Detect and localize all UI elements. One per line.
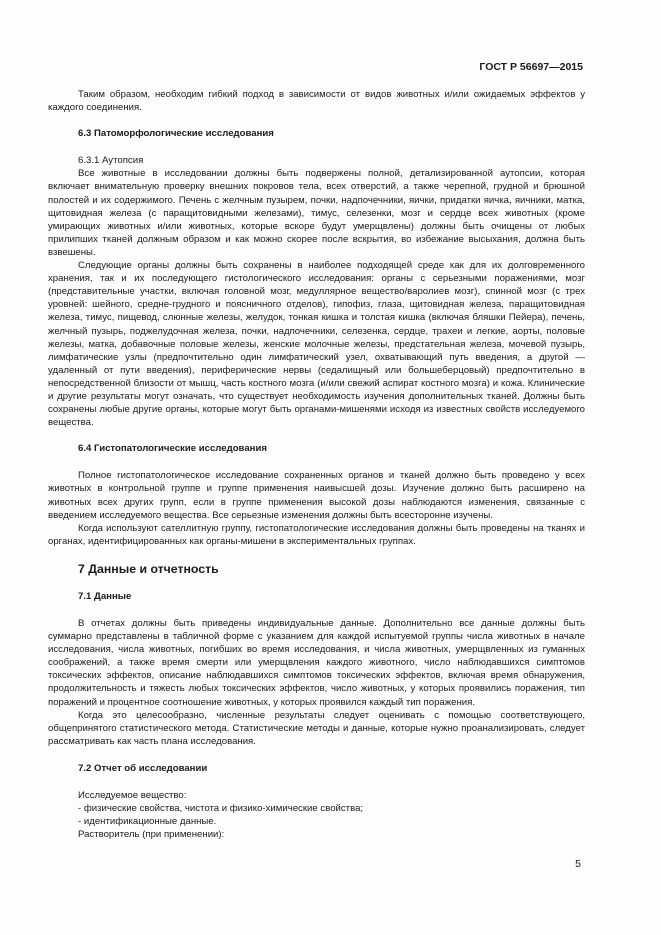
paragraph: Полное гистопатологическое исследование сохраненных органов и тканей должно быть проведено у всех животных в контрольной группе и группе применения наивысшей дозы. Изучение должно быть расширено на животных всех других групп, если в группе применения высокой дозы наблюдаются изменения, связанные с введением исследуемого вещества. Все серьезные изменения должны быть всесторонне изучены. (48, 470, 585, 521)
chapter-heading-7: 7 Данные и отчетность (78, 561, 219, 576)
list-intro: Растворитель (при применении): (78, 829, 225, 841)
section-heading-7-1: 7.1 Данные (78, 590, 132, 602)
page-number: 5 (575, 858, 581, 870)
list-item: - физические свойства, чистота и физико-химические свойства; (78, 803, 364, 815)
paragraph: Когда используют сателлитную группу, гистопатологические исследования должны быть проведены на тканях и органах, идентифицированных как органы-мишени в экспериментальных группах. (48, 522, 585, 547)
subsection-heading-6-3-1: 6.3.1 Аутопсия (78, 155, 144, 167)
list-item: - идентификационные данные. (78, 816, 217, 828)
standard-code: ГОСТ Р 56697—2015 (479, 61, 583, 73)
paragraph: Все животные в исследовании должны быть подвержены полной, детализированной аутопсии, которая включает внимательную проверку внешних покровов тела, всех отверстий, а также черепной, грудной и брюшной полостей и их содержимого. Печень с желчным пузырем, почки, надпочечники, яички, придатки яичка, яичники, матка, щитовидная железа (с паращитовидными железами), тимус, селезенки, мозг и сердце всех животных (кроме умирающих животных и/или животных, которые вскоре будут умерщвлены) должны быть очищены от любых прилипших тканей должным образом и как можно скорее после вскрытия, во избежание высыхания, должна быть взвешены. (48, 168, 585, 258)
page-content (48, 88, 585, 841)
paragraph: Следующие органы должны быть сохранены в наиболее подходящей среде как для их долговременного хранения, так и их последующего гистологического исследования: органы с серьезными поражениями, мозг (представительные участки, включая головной мозг, медуллярное вещество/варолиев мозг), спинной мозг (с трех уровней: шейного, средне-грудного и поясничного отделов), гипофиз, глаза, щитовидная железа, паращитовидная железа, тимус, пищевод, слюнные железы, желудок, тонкая кишка и толстая кишка (включая бляшки Пейера), печень, желчный пузырь, поджелудочная железа, почки, надпочечники, селезенка, сердце, трахеи и легкие, аорты, половые железы, матка, добавочные половые железы, женские молочные железы, предстательная железа, мочевой пузырь, лимфатические узлы (предпочтительно один лимфатический узел, охватывающий путь введения, а другой — удаленный от пути введения), периферические нервы (седалищный или большеберцовый) предпочтительно в непосредственной близости от мышц, часть костного мозга (и/или свежий аспират костного мозга) и кожа. Клинические и другие результаты могут означать, что существует необходимость изучения дополнительных тканей. Должны быть сохранены любые другие органы, которые могут быть органами-мишенями исходя из известных свойств исследуемого вещества. (48, 260, 585, 429)
list-intro: Исследуемое вещество: (78, 790, 187, 802)
paragraph: В отчетах должны быть приведены индивидуальные данные. Дополнительно все данные должны быть суммарно представлены в табличной форме с указанием для каждой испытуемой группы числа животных в начале исследования, числа животных, погибших во время исследования, и числа животных, умерщвленных из гуманных соображений, а также время смерти или умерщвления каждого животного, число наблюдавшихся симптомов токсических эффектов, описание наблюдавшихся симптомов токсических эффектов, включая время обнаружения, продолжительность и тяжесть любых токсических эффектов, число животных, у которых проявились поражения, тип поражений и процентное соотношение животных, у которых проявился каждый тип поражения. (48, 618, 585, 708)
section-heading-7-2: 7.2 Отчет об исследовании (78, 762, 208, 774)
paragraph: Таким образом, необходим гибкий подход в зависимости от видов животных и/или ожидаемых эффектов у каждого соединения. (48, 89, 585, 114)
section-heading-6-3: 6.3 Патоморфологические исследования (78, 128, 274, 140)
section-heading-6-4: 6.4 Гистопатологические исследования (78, 443, 267, 455)
paragraph: Когда это целесообразно, численные результаты следует оценивать с помощью соответствующего, общепринятого статистического метода. Статистические методы и данные, которые нужно проанализировать, следует рассматривать как часть плана исследования. (48, 709, 585, 747)
